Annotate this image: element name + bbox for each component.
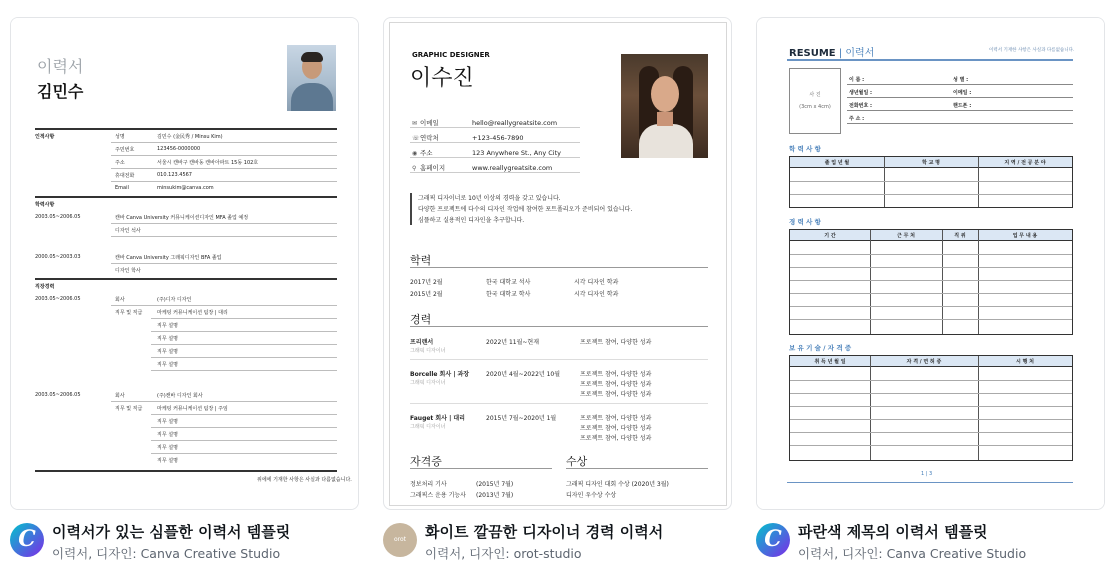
resume-label: 이력서: [37, 57, 84, 76]
field-value: 123456-0000000: [157, 146, 201, 152]
template-title[interactable]: 파란색 제목의 이력서 템플릿: [798, 523, 988, 541]
resume-name: 이수진: [410, 66, 474, 91]
career-period: 2020년 4월~2022년 10월: [486, 371, 561, 378]
career-period: 2015년 7월~2020년 1월: [486, 415, 557, 422]
edu-school: 한국 대학교 학사: [486, 291, 531, 298]
edu-major: 시각 디자인 학과: [574, 291, 619, 298]
section-career: 경 력 사 항: [789, 218, 821, 226]
profile-photo: [621, 54, 708, 158]
resume-role: GRAPHIC DESIGNER: [412, 51, 490, 59]
field-value: minsukim@canva.com: [157, 185, 214, 191]
career-desc: 프로젝트 참여, 다양한 성과: [580, 425, 652, 432]
template-subtitle: 이력서, 디자인: Canva Creative Studio: [52, 546, 281, 561]
canva-logo-icon[interactable]: C: [756, 523, 790, 557]
template-meta: [756, 519, 1105, 565]
template-subtitle: 이력서, 디자인: orot-studio: [425, 546, 582, 561]
template-title[interactable]: 화이트 깔끔한 디자이너 경력 이력서: [425, 523, 664, 541]
edu-degree: 디자인 석사: [115, 228, 141, 234]
career-role: 마케팅 커뮤니케이션 팀장 | 주임: [157, 406, 228, 412]
award-item: 디자인 우수상 수상: [566, 492, 617, 499]
career-company: Borcelle 회사 | 과장: [410, 371, 470, 378]
resume-title: RESUME | 이력서: [789, 48, 875, 59]
career-company: Fauget 회사 | 대리: [410, 415, 465, 422]
intro-line: 심플하고 실용적인 디자인을 추구합니다.: [418, 217, 525, 224]
edu-degree: 디자인 학사: [115, 268, 141, 274]
field-label: 회사: [115, 297, 125, 303]
cert-name: 정보처리 기사: [410, 481, 447, 488]
edu-major: 시각 디자인 학과: [574, 279, 619, 286]
field-label: 주소: [115, 160, 125, 166]
resume-footer: 위에에 기재한 사항은 사실과 다름없습니다.: [257, 477, 352, 483]
section-certificates: 자격증: [410, 455, 442, 468]
career-role: 그래픽 디자이너: [410, 348, 446, 354]
edu-school: 캔바 Canva University 그래픽디자인 BFA 졸업: [115, 255, 222, 261]
edu-school: 캔바 Canva University 커뮤니케이션디자인 MFA 졸업 예정: [115, 215, 249, 221]
template-subtitle: 이력서, 디자인: Canva Creative Studio: [798, 546, 1027, 561]
cert-date: (2013년 7월): [476, 492, 514, 499]
cert-date: (2015년 7월): [476, 481, 514, 488]
field-label: 생년월일 :: [849, 90, 873, 96]
career-desc: 프로젝트 참여, 다양한 성과: [580, 415, 652, 422]
template-thumbnail[interactable]: [383, 17, 732, 510]
career-company: (주)캔바 디자인 회사: [157, 393, 203, 399]
edu-school: 한국 대학교 석사: [486, 279, 531, 286]
template-title[interactable]: 이력서가 있는 심플한 이력서 템플릿: [52, 523, 291, 541]
field-label: 성명: [115, 134, 125, 140]
contact-phone: ☏연락처 +123-456-7890: [412, 134, 524, 142]
duty-item: 직무 설명: [157, 349, 178, 355]
mail-icon: ✉: [412, 120, 418, 127]
skills-table: [789, 355, 1073, 461]
phone-icon: ☏: [412, 135, 420, 142]
section-career: 경력: [410, 313, 432, 326]
table-header: 기 간: [824, 233, 836, 239]
education-table: [789, 156, 1073, 208]
section-personal: 인적사항: [35, 134, 55, 140]
section-career: 직장경력: [35, 284, 55, 290]
field-label: 이메일 :: [953, 90, 972, 96]
contact-website: ⚲ 홈페이지 www.reallygreatsite.com: [412, 164, 553, 172]
field-value: 010.123.4567: [157, 172, 192, 178]
table-header: 지 역 / 전 공 분 야: [1004, 160, 1046, 166]
career-company: 프리랜서: [410, 339, 434, 346]
career-desc: 프로젝트 참여, 다양한 성과: [580, 339, 652, 346]
career-role: 그래픽 디자이너: [410, 424, 446, 430]
template-thumbnail[interactable]: [756, 17, 1105, 510]
duty-item: 직무 설명: [157, 362, 178, 368]
field-label: 핸드폰 :: [953, 103, 972, 109]
section-education: 학 력 사 항: [789, 145, 821, 153]
career-period: 2022년 11월~현재: [486, 339, 540, 346]
contact-address: ◉ 주소 123 Anywhere St., Any City: [412, 149, 562, 157]
section-education: 학력사항: [35, 202, 55, 208]
field-value: 서울시 캔바구 캔바동 캔바아파트 15동 102호: [157, 160, 259, 166]
duty-item: 직무 설명: [157, 432, 178, 438]
contact-email: ✉ 이메일 hello@reallygreatsite.com: [412, 119, 558, 127]
intro-line: 그래픽 디자이너로 10년 이상의 경력을 갖고 있습니다.: [418, 195, 561, 202]
duty-item: 직무 설명: [157, 323, 178, 329]
field-label: 주민번호: [115, 147, 135, 153]
duty-item: 직무 설명: [157, 336, 178, 342]
field-label: 직무 및 직급: [115, 310, 143, 316]
resume-preview: [757, 18, 1105, 510]
duty-item: 직무 설명: [157, 445, 178, 451]
table-header: 자 격 / 면 허 증: [906, 359, 942, 365]
award-item: 그래픽 디자인 대회 수상 (2020년 3월): [566, 481, 669, 488]
table-header: 학 교 명: [922, 160, 940, 166]
table-header: 졸 업 년 월: [824, 160, 850, 166]
table-header: 시 행 처: [1016, 359, 1034, 365]
resume-preview: [11, 18, 359, 510]
cert-name: 그래픽스 운용 기능사: [410, 492, 466, 499]
field-label: Email: [115, 185, 129, 191]
career-date: 2003.05~2006.05: [35, 296, 81, 302]
field-label: 휴대전화: [115, 173, 135, 179]
field-value: 김민수 (金民秀 / Minsu Kim): [157, 134, 223, 140]
page-number: 1 | 3: [921, 471, 933, 477]
field-label: 이 름 :: [849, 77, 865, 83]
table-header: 업 무 내 용: [1012, 233, 1038, 239]
career-role: 그래픽 디자이너: [410, 380, 446, 386]
resume-note: 이력서 기재한 사항은 사실과 다름없습니다.: [989, 48, 1075, 53]
divider: [35, 128, 337, 130]
field-label: 성 별 :: [953, 77, 969, 83]
resume-preview: [389, 22, 727, 506]
field-label: 회사: [115, 393, 125, 399]
edu-date: 2000.05~2003.03: [35, 254, 81, 260]
field-label: 전화번호 :: [849, 103, 873, 109]
template-meta: [10, 519, 359, 565]
career-desc: 프로젝트 참여, 다양한 성과: [580, 391, 652, 398]
canva-logo-icon[interactable]: C: [10, 523, 44, 557]
career-table: [789, 229, 1073, 335]
intro-line: 다양한 프로젝트에 다수의 디자인 작업에 참여한 포트폴리오가 준비되어 있습니다.: [418, 206, 633, 213]
profile-photo: [287, 45, 336, 111]
section-education: 학력: [410, 254, 432, 267]
field-label: 주 소 :: [849, 116, 865, 122]
resume-name: 김민수: [37, 82, 84, 101]
career-role: 마케팅 커뮤니케이션 팀장 | 대리: [157, 310, 228, 316]
template-thumbnail[interactable]: [10, 17, 359, 510]
section-awards: 수상: [566, 455, 588, 468]
orot-studio-logo-icon[interactable]: orot: [383, 523, 417, 557]
career-company: (주)디자 디자인: [157, 297, 192, 303]
duty-item: 직무 설명: [157, 419, 178, 425]
edu-date: 2015년 2월: [410, 291, 443, 298]
template-grid: [10, 17, 1105, 567]
section-skills: 보 유 기 술 / 자 격 증: [789, 344, 852, 352]
duty-item: 직무 설명: [157, 458, 178, 464]
edu-date: 2003.05~2006.05: [35, 214, 81, 220]
location-icon: ◉: [412, 150, 418, 157]
career-date: 2003.05~2006.05: [35, 392, 81, 398]
table-header: 취 득 년 월 일: [814, 359, 846, 365]
template-meta: [383, 519, 732, 565]
table-header: 근 무 처: [897, 233, 915, 239]
edu-date: 2017년 2월: [410, 279, 443, 286]
photo-placeholder: 사 진 (3cm x 4cm): [789, 68, 841, 134]
field-label: 직무 및 직급: [115, 406, 143, 412]
career-desc: 프로젝트 참여, 다양한 성과: [580, 371, 652, 378]
career-desc: 프로젝트 참여, 다양한 성과: [580, 381, 652, 388]
table-header: 직 위: [954, 233, 966, 239]
link-icon: ⚲: [412, 165, 417, 172]
career-desc: 프로젝트 참여, 다양한 성과: [580, 435, 652, 442]
